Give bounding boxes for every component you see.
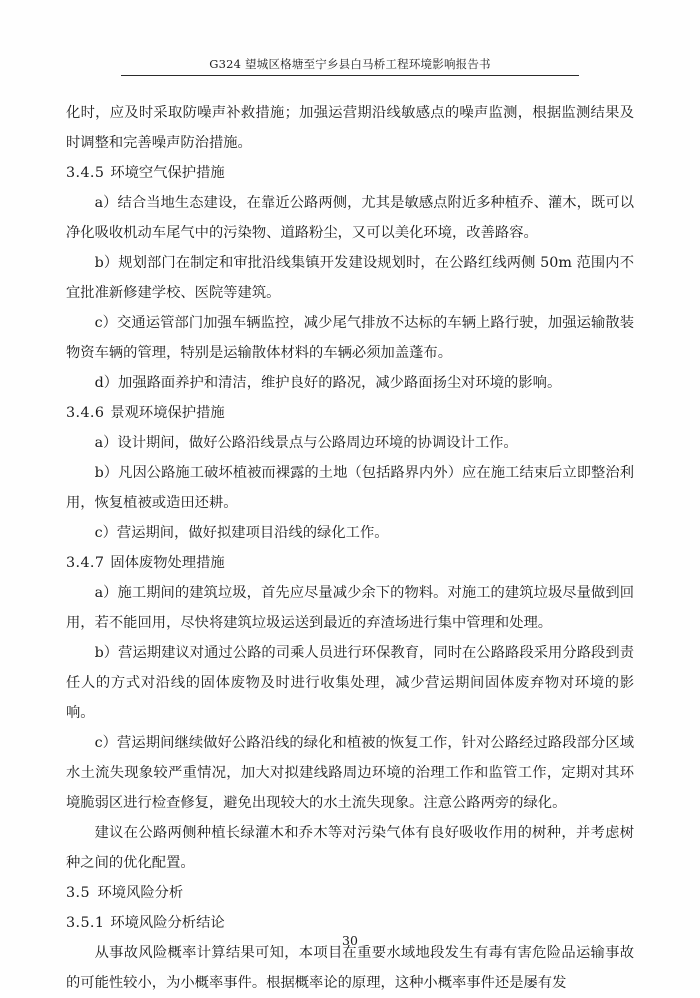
section-number: 3.5 <box>66 885 90 901</box>
paragraph: b）营运期建议对通过公路的司乘人员进行环保教育，同时在公路路段采用分路段到责任人的方式对沿线的固体废物及时进行收集处理，减少营运期间固体废弃物对环境的影响。 <box>66 645 634 721</box>
page-number: 30 <box>342 933 358 948</box>
document-body <box>66 98 634 998</box>
section-title: 环境空气保护措施 <box>110 165 225 181</box>
paragraph: a）结合当地生态建设，在靠近公路两侧，尤其是敏感点附近多种植乔、灌木，既可以净化吸收机动车尾气中的污染物、道路粉尘，又可以美化环境，改善路容。 <box>66 195 634 241</box>
section-title: 景观环境保护措施 <box>110 405 225 421</box>
paragraph: b）凡因公路施工破坏植被而裸露的土地（包括路界内外）应在施工结束后立即整治利用，恢复植被或造田还耕。 <box>66 465 634 511</box>
section-title: 固体废物处理措施 <box>110 555 225 571</box>
paragraph: c）交通运管部门加强车辆监控，减少尾气排放不达标的车辆上路行驶，加强运输散装物资车辆的管理，特别是运输散体材料的车辆必须加盖蓬布。 <box>66 315 634 361</box>
section-number: 3.4.6 <box>66 405 105 421</box>
section-number: 3.4.5 <box>66 165 105 181</box>
paragraph: 建议在公路两侧种植长绿灌木和乔木等对污染气体有良好吸收作用的树种，并考虑树种之间的优化配置。 <box>66 825 634 871</box>
paragraph: 化时，应及时采取防噪声补救措施；加强运营期沿线敏感点的噪声监测，根据监测结果及时调整和完善噪声防治措施。 <box>66 105 634 151</box>
section-title: 环境风险分析 <box>97 885 184 901</box>
section-heading <box>66 158 634 188</box>
page-header: G324 望城区格塘至宁乡县白马桥工程环境影响报告书 <box>66 56 634 76</box>
section-heading <box>66 878 634 908</box>
section-number: 3.5.1 <box>66 915 105 931</box>
section-heading <box>66 398 634 428</box>
paragraph: b）规划部门在制定和审批沿线集镇开发建设规划时，在公路红线两侧 50m 范围内不宜批准新修建学校、医院等建筑。 <box>66 255 634 301</box>
paragraph: d）加强路面养护和清洁，维护良好的路况，减少路面扬尘对环境的影响。 <box>94 375 562 391</box>
paragraph: a）设计期间，做好公路沿线景点与公路周边环境的协调设计工作。 <box>94 435 518 451</box>
section-heading <box>66 548 634 578</box>
paragraph: c）营运期间继续做好公路沿线的绿化和植被的恢复工作，针对公路经过路段部分区域水土流失现象较严重情况，加大对拟建线路周边环境的治理工作和监管工作，定期对其环境脆弱区进行检查修复，避免出现较大的水土流失现象。注意公路两旁的绿化。 <box>66 735 634 811</box>
paragraph: a）施工期间的建筑垃圾，首先应尽量减少余下的物料。对施工的建筑垃圾尽量做到回用，若不能回用，尽快将建筑垃圾运送到最近的弃渣场进行集中管理和处理。 <box>66 585 634 631</box>
section-title: 环境风险分析结论 <box>110 915 225 931</box>
paragraph: 从事故风险概率计算结果可知，本项目在重要水域地段发生有毒有害危险品运输事故的可能性较小，为小概率事件。根据概率论的原理，这种小概率事件还是屡有发 <box>66 945 634 991</box>
section-number: 3.4.7 <box>66 555 105 571</box>
paragraph: c）营运期间，做好拟建项目沿线的绿化工作。 <box>94 525 389 541</box>
